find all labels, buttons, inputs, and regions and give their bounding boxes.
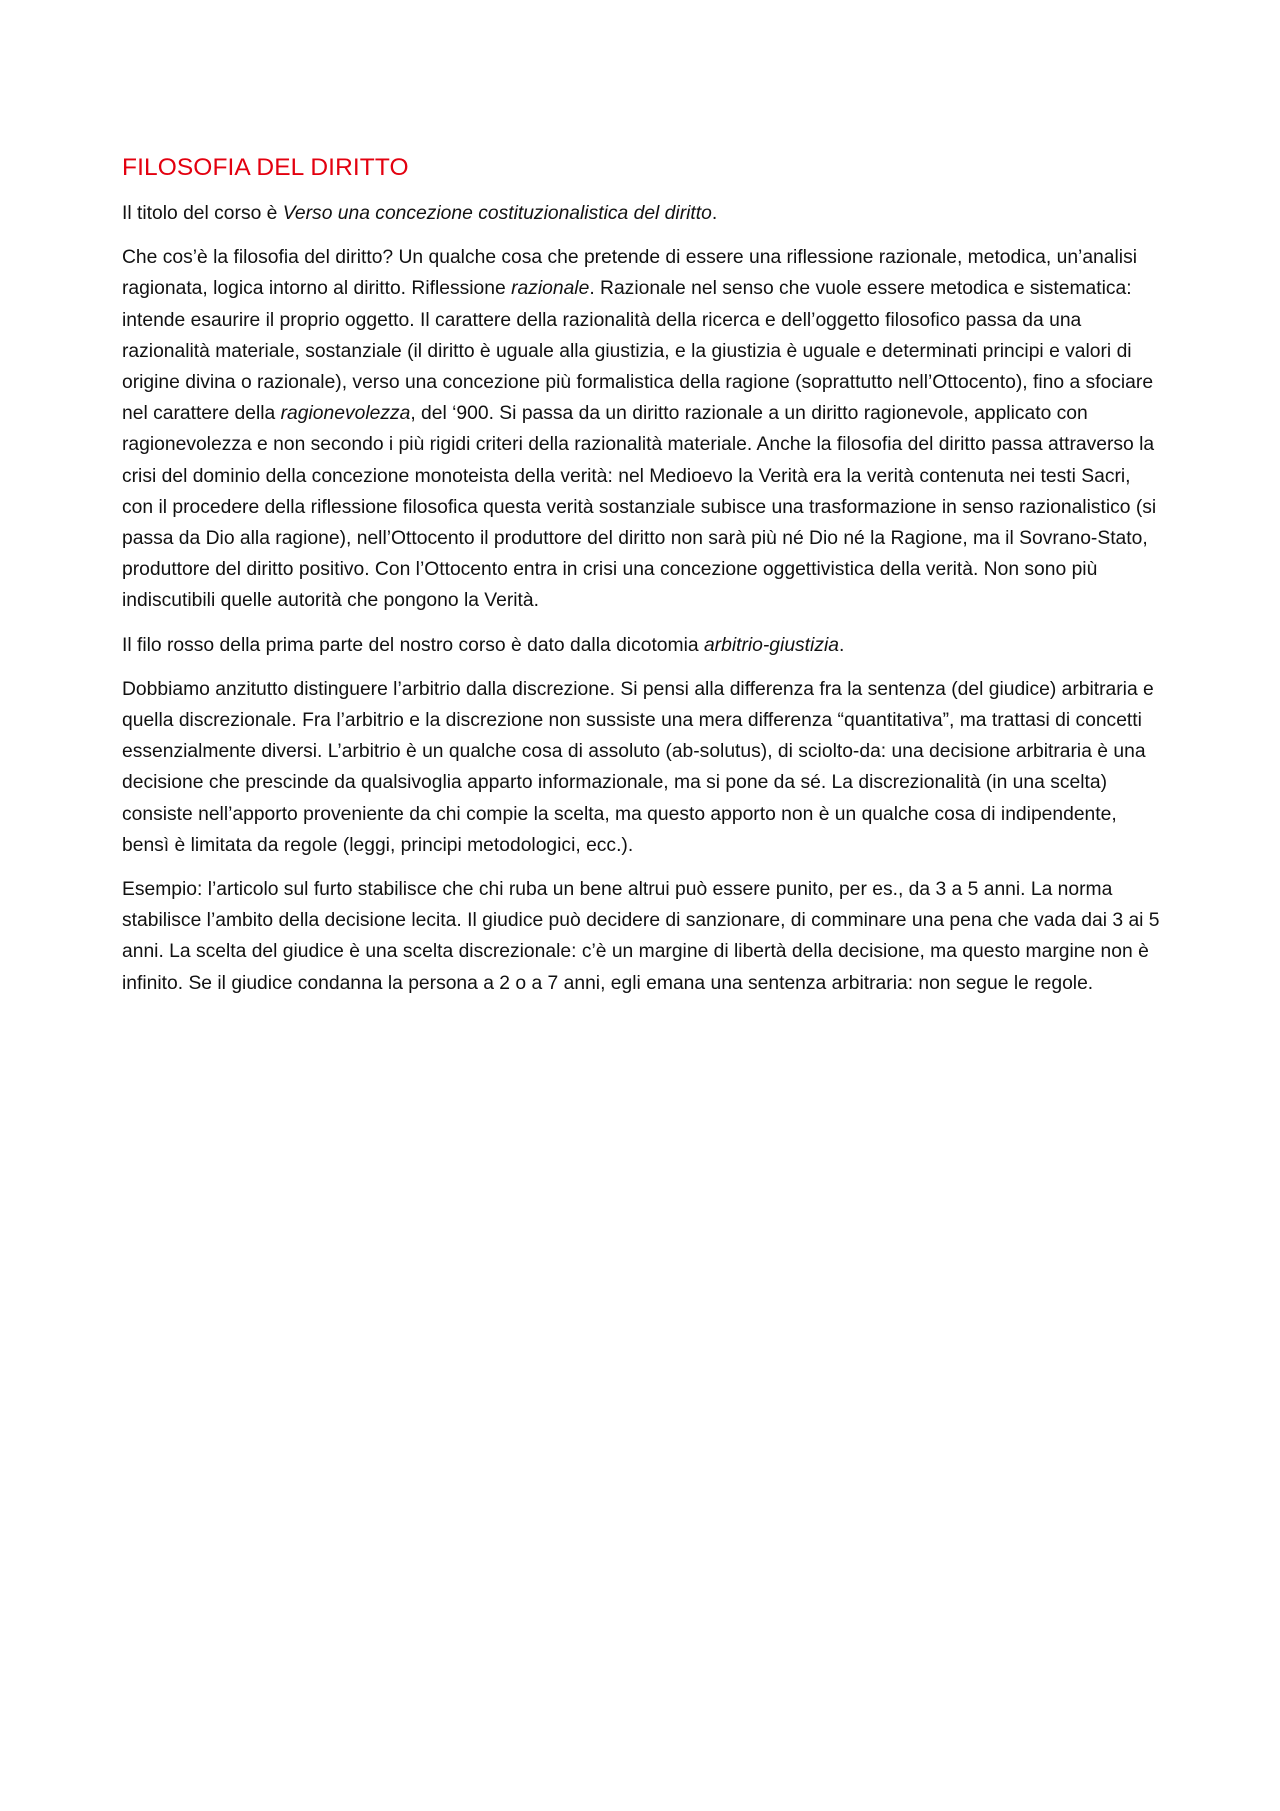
p2-italic-2: ragionevolezza <box>280 403 411 425</box>
document-title: FILOSOFIA DEL DIRITTO <box>122 154 409 181</box>
paragraph-red-thread <box>122 630 1162 661</box>
p3-text: Il filo rosso della prima parte del nostro corso è dato dalla dicotomia <box>122 634 704 656</box>
p2-text-3: , del ‘900. Si passa da un diritto razionale a un diritto ragionevole, applicato con ragionevolezza e non secondo i più rigidi criteri della razionalità materiale. Anche la filosofia del diritto passa attraverso la crisi del dominio della concezione monoteista della verità: nel Medioevo la Verità era la verità contenuta nei testi Sacri, con il procedere della riflessione filosofica questa verità sostanziale subisce una trasformazione in senso razionalistico (si passa da Dio alla ragione), nell’Ottocento il produttore del diritto non sarà più né Dio né la Ragione, ma il Sovrano-Stato, produttore del diritto positivo. Con l’Ottocento entra in crisi una concezione oggettivistica della verità. Non sono più indiscutibili quelle autorità che pongono la Verità. <box>122 403 1157 612</box>
p2-text-2: . Razionale nel senso che vuole essere metodica e sistematica: intende esaurire il proprio oggetto. Il carattere della razionalità della ricerca e dell’oggetto filosofico passa da una razionalità materiale, sostanziale (il diritto è uguale alla giustizia, e la giustizia è uguale e determinati principi e valori di origine divina o razionale), verso una concezione più formalistica della ragione (soprattutto nell’Ottocento), fino a sfociare nel carattere della <box>122 278 1154 425</box>
paragraph-example: Esempio: l’articolo sul furto stabilisce che chi ruba un bene altrui può essere punito, per es., da 3 a 5 anni. La norma stabilisce l’ambito della decisione lecita. Il giudice può decidere di sanzionare, di comminare una pena che vada dai 3 ai 5 anni. La scelta del giudice è una scelta discrezionale: c’è un margine di libertà della decisione, ma questo margine non è infinito. Se il giudice condanna la persona a 2 o a 7 anni, egli emana una sentenza arbitraria: non segue le regole. <box>122 879 1160 994</box>
p1-end: . <box>711 203 718 224</box>
document-page <box>122 150 1162 1012</box>
p2-italic-1: razionale <box>511 278 590 300</box>
p1-italic: Verso una concezione costituzionalistica del diritto <box>282 203 712 224</box>
paragraph-arbitrio-discrezione: Dobbiamo anzitutto distinguere l’arbitrio dalla discrezione. Si pensi alla differenza fra la sentenza (del giudice) arbitraria e quella discrezionale. Fra l’arbitrio e la discrezione non sussiste una mera differenza “quantitativa”, ma trattasi di concetti essenzialmente diversi. L’arbitrio è un qualche cosa di assoluto (ab-solutus), di sciolto-da: una decisione arbitraria è una decisione che prescinde da qualsivoglia apparto informazionale, ma si pone da sé. La discrezionalità (in una scelta) consiste nell’apporto proveniente da chi compie la scelta, ma questo apporto non è un qualche cosa di indipendente, bensì è limitata da regole (leggi, principi metodologici, ecc.). <box>122 678 1154 856</box>
p3-italic: arbitrio-giustizia <box>703 634 839 656</box>
p3-end: . <box>838 634 845 656</box>
p2-text-1: Che cos’è la filosofia del diritto? Un qualche cosa che pretende di essere una riflessione razionale, metodica, un’analisi ragionata, logica intorno al diritto. Riflessione <box>122 247 1137 300</box>
paragraph-what-is-philosophy <box>122 242 1162 616</box>
paragraph-course-title <box>122 198 1162 229</box>
p1-text: Il titolo del corso è <box>122 203 283 224</box>
